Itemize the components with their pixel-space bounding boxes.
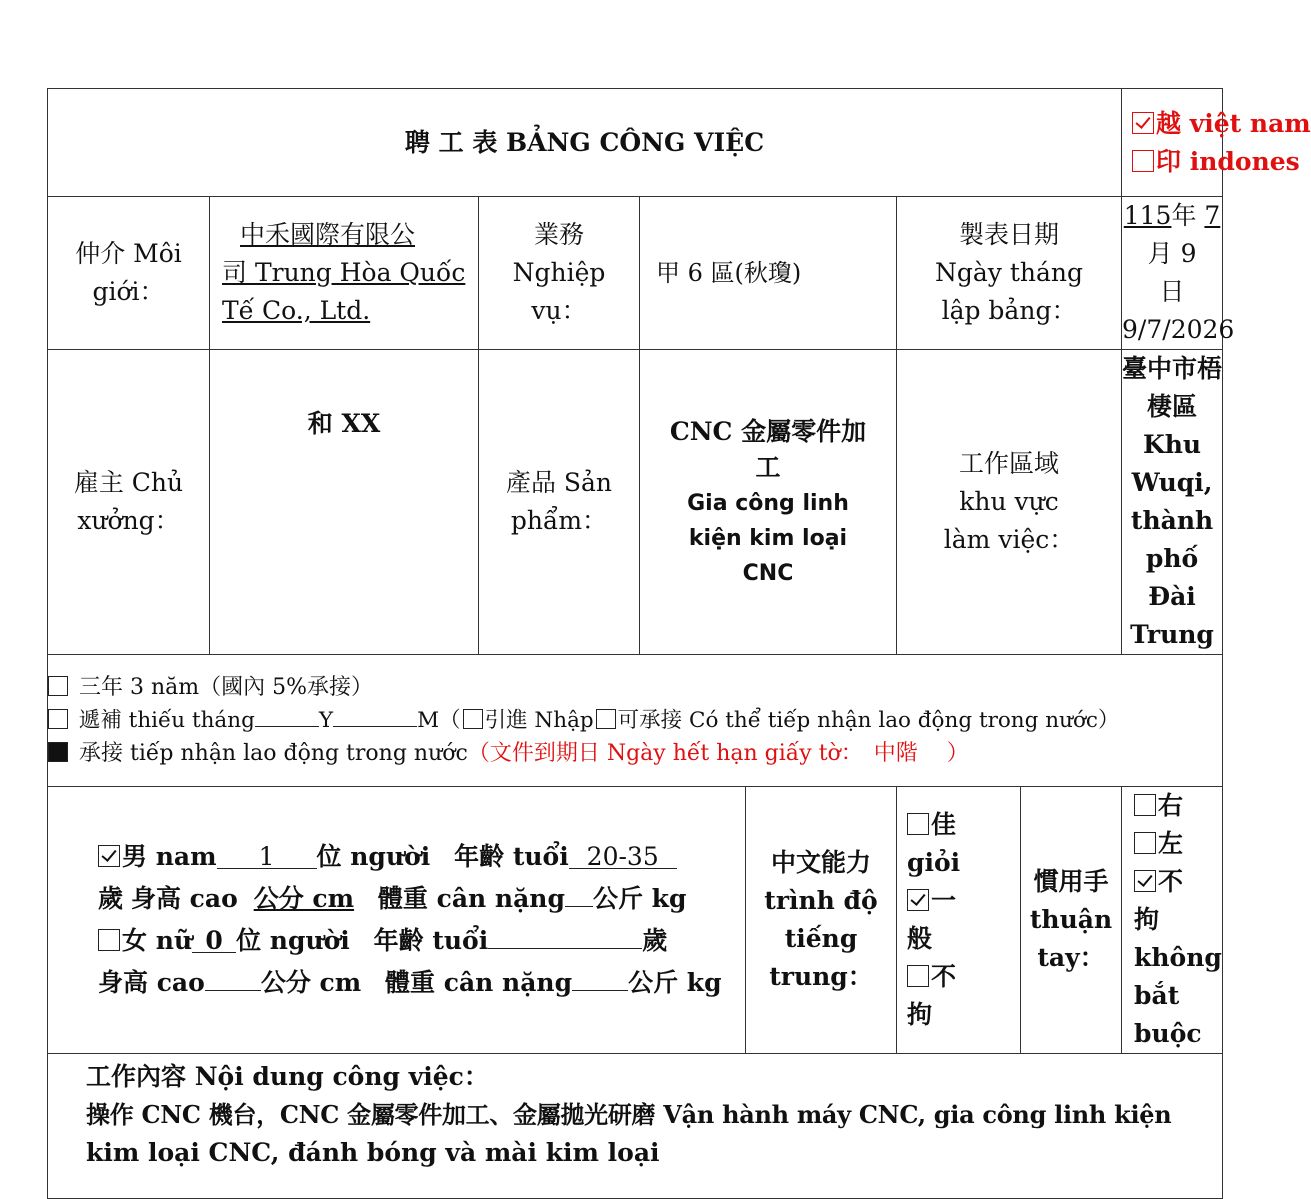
option-three-years[interactable]: 三年 3 năm（國內 5%承接） <box>48 671 1222 704</box>
checkbox-icon[interactable] <box>1132 112 1154 134</box>
form-title: 聘 工 表 BẢNG CÔNG VIỆC <box>404 127 765 157</box>
agent-label: 仲介 Môi giới： <box>48 197 210 350</box>
checkbox-filled-icon[interactable] <box>48 742 68 762</box>
business-label: 業務 Nghiệp vụ： <box>479 197 640 350</box>
chinese-option-good[interactable]: 佳 <box>907 806 1020 844</box>
height-blank[interactable] <box>205 960 261 991</box>
work-content-line: kim loại CNC, đánh bóng và mài kim loại <box>86 1138 660 1167</box>
country-cell <box>1122 89 1311 197</box>
form-table <box>47 88 1311 1199</box>
chinese-option-average[interactable]: 一 <box>907 882 1020 920</box>
checkbox-icon[interactable] <box>1134 832 1156 854</box>
chinese-option-any[interactable]: 不 <box>907 958 1020 996</box>
checkbox-icon[interactable] <box>1134 870 1156 892</box>
handedness-label: 慣用手 thuận tay： <box>1021 787 1122 1054</box>
date-label: 製表日期 Ngày tháng lập bảng： <box>897 197 1122 350</box>
weight-blank-2[interactable] <box>572 960 628 991</box>
handedness-options: 右 左 不 拘 không bắt buộc <box>1122 787 1223 1054</box>
months-blank-2[interactable] <box>333 704 417 727</box>
employer-label: 雇主 Chủ xưởng： <box>48 350 210 655</box>
checkbox-icon[interactable] <box>48 709 68 729</box>
checkbox-icon[interactable] <box>596 709 616 729</box>
checkbox-icon[interactable] <box>1134 794 1156 816</box>
checkbox-icon[interactable] <box>907 889 929 911</box>
checkbox-icon[interactable] <box>907 965 929 987</box>
job-form <box>47 88 1311 1199</box>
checkbox-icon[interactable] <box>1132 150 1154 172</box>
agent-value: 中禾國際有限公 司 Trung Hòa Quốc Tế Co., Ltd. <box>210 197 479 350</box>
product-label: 產品 Sản phẩm： <box>479 350 640 655</box>
option-replacement[interactable]: 遞補 thiếu tháng Y M（ 引進 Nhập 可承接 Có thể tiếp nhận lao động trong nước） <box>48 704 1222 737</box>
product-value: CNC 金屬零件加 工 Gia công linh kiện kim loại CNC <box>640 350 897 655</box>
work-content <box>48 1054 1222 1198</box>
area-value: 臺中市梧棲區 Khu Wuqi, thành phố Đài Trung <box>1122 350 1223 655</box>
work-content-line: 操作 CNC 機台，CNC 金屬零件加工、金屬拋光研磨 Vận hành máy CNC, gia công linh kiện <box>86 1100 1172 1129</box>
business-value: 甲 6 區(秋瓊) <box>640 197 897 350</box>
form-title-cell <box>48 89 1122 197</box>
country-option-vietnam[interactable]: 越 việt nam <box>1132 105 1222 143</box>
months-blank[interactable] <box>255 704 319 727</box>
chinese-ability-options: 佳 giỏi 一 般 不 拘 <box>897 787 1021 1054</box>
checkbox-icon[interactable] <box>48 676 68 696</box>
date-value: 115年 7月 9 日 9/7/2026 <box>1122 197 1223 350</box>
country-option-indonesia[interactable]: 印 indones <box>1132 143 1222 181</box>
employer-value: 和 XX <box>210 350 479 655</box>
work-content-label: 工作內容 Nội dung công việc： <box>86 1062 489 1091</box>
work-content-cell <box>48 1054 1223 1199</box>
option-domestic[interactable]: 承接 tiếp nhận lao động trong nước（文件到期日 Ngày hết hạn giấy tờ： 中階 ） <box>48 737 1222 770</box>
checkbox-icon[interactable] <box>463 709 483 729</box>
worker-requirements: 男 nam 1 位 người 年齡 tuổi 20-35 歲 身高 cao 公分 cm 體重 cân nặng 公斤 kg 女 nữ 0 位 người 年齡 tuổi 歲 身高 cao 公分 cm 體重 cân nặng 公斤 kg <box>48 787 746 1054</box>
chinese-ability-label: 中文能力 trình độ tiếng trung： <box>746 787 897 1054</box>
hand-option-left[interactable]: 左 <box>1134 825 1222 863</box>
checkbox-icon[interactable] <box>907 813 929 835</box>
weight-blank[interactable] <box>565 876 593 907</box>
male-checkbox-icon[interactable] <box>98 845 120 867</box>
hand-option-any[interactable]: 不 <box>1134 863 1222 901</box>
female-checkbox-icon[interactable] <box>98 929 120 951</box>
expiry-note: （文件到期日 Ngày hết hạn giấy tờ： 中階 ） <box>467 741 969 766</box>
contract-options <box>48 655 1223 787</box>
hand-option-right[interactable]: 右 <box>1134 787 1222 825</box>
area-label: 工作區域 khu vực làm việc： <box>897 350 1122 655</box>
